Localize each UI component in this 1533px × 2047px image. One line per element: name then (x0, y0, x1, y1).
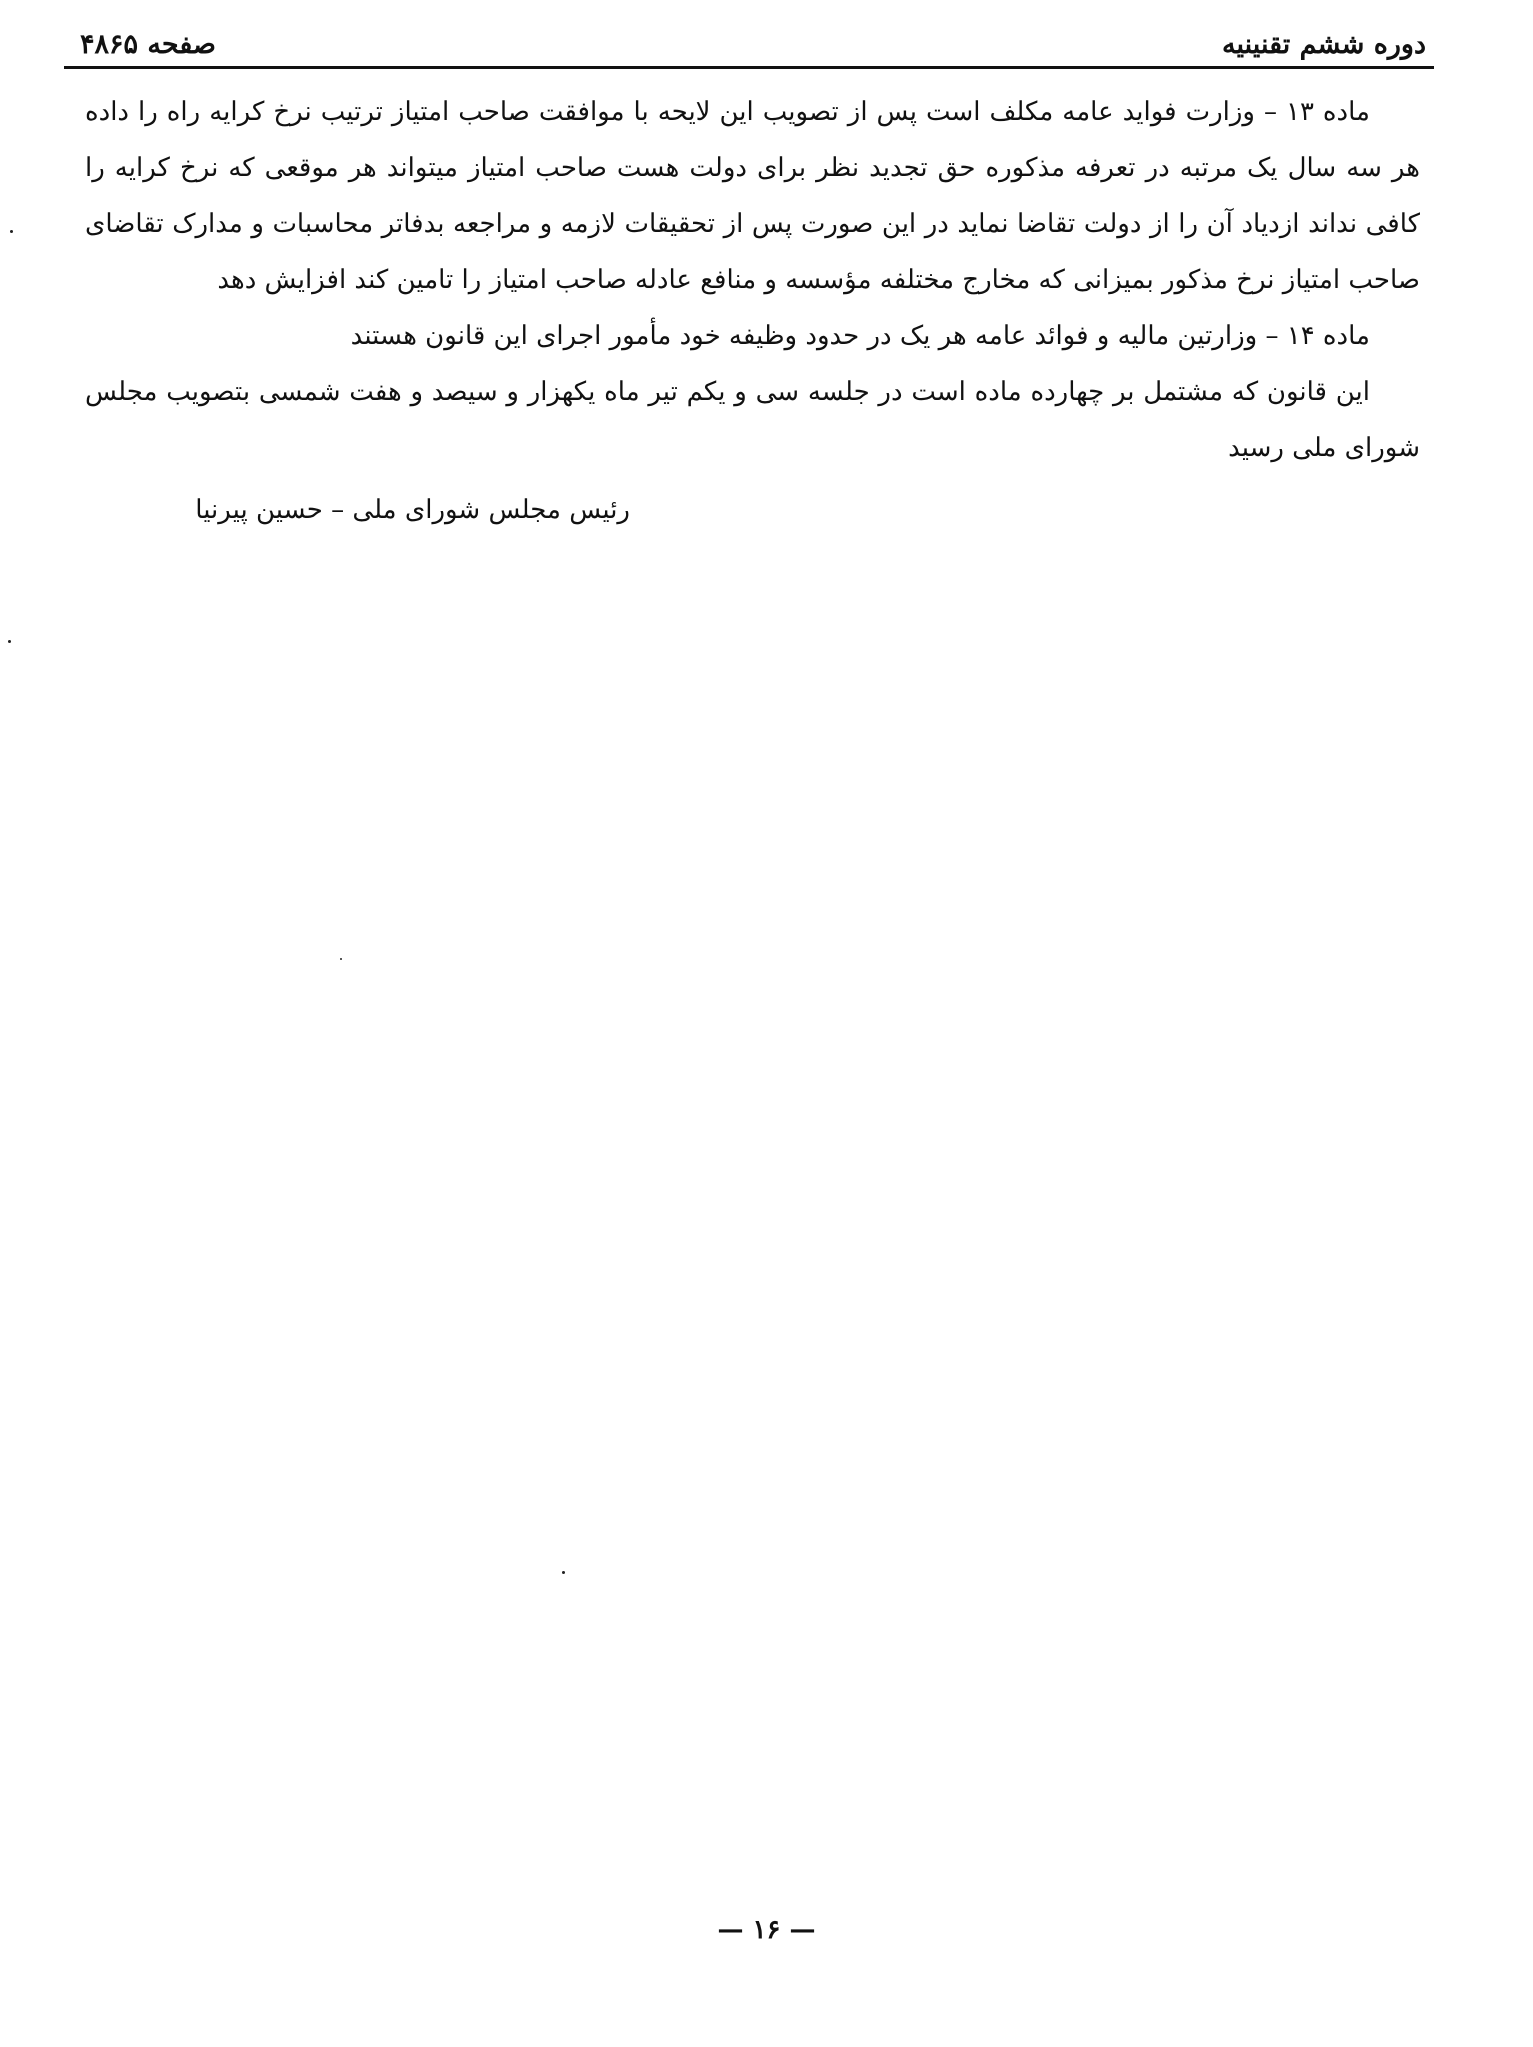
page-header (80, 22, 1426, 66)
article-13-paragraph: ماده ۱۳ – وزارت فواید عامه مکلف است پس از تصویب این لایحه با موافقت صاحب امتیاز ترتیب نرخ کرایه راه را داده هر سه سال یک مرتبه در تعرفه مذکوره حق تجدید نظر برای دولت هست صاحب امتیاز میتواند هر موقعی که نرخ کرایه را کافی نداند ازدیاد آن را از دولت تقاضا نماید در این صورت پس از تحقیقات لازمه و مراجعه بدفاتر محاسبات و مدارک تقاضای صاحب امتیاز نرخ مذکور بمیزانی که مخارج مختلفه مؤسسه و منافع عادله صاحب امتیاز را تامین کند افزایش دهد (85, 97, 1420, 295)
scan-speck (8, 640, 11, 643)
scan-speck (340, 958, 342, 960)
closing-paragraph: این قانون که مشتمل بر چهارده ماده است در جلسه سی و یکم تیر ماه یکهزار و سیصد و هفت شمسی بتصویب مجلس شورای ملی رسید (85, 377, 1420, 463)
page-label: صفحه ۴۸۶۵ (80, 28, 216, 60)
page-footer-number: — ۱۶ — (717, 1915, 816, 1945)
scan-speck (10, 230, 13, 233)
scan-speck (562, 1571, 565, 1574)
session-title: دوره ششم تقنینیه (1222, 28, 1426, 60)
article-14-paragraph: ماده ۱۴ – وزارتین مالیه و فوائد عامه هر یک در حدود وظیفه خود مأمور اجرای این قانون هستند (350, 321, 1370, 351)
signature-line: رئیس مجلس شورای ملی – حسین پیرنیا (195, 495, 630, 525)
header-rule (64, 66, 1434, 69)
document-body (85, 84, 1420, 538)
